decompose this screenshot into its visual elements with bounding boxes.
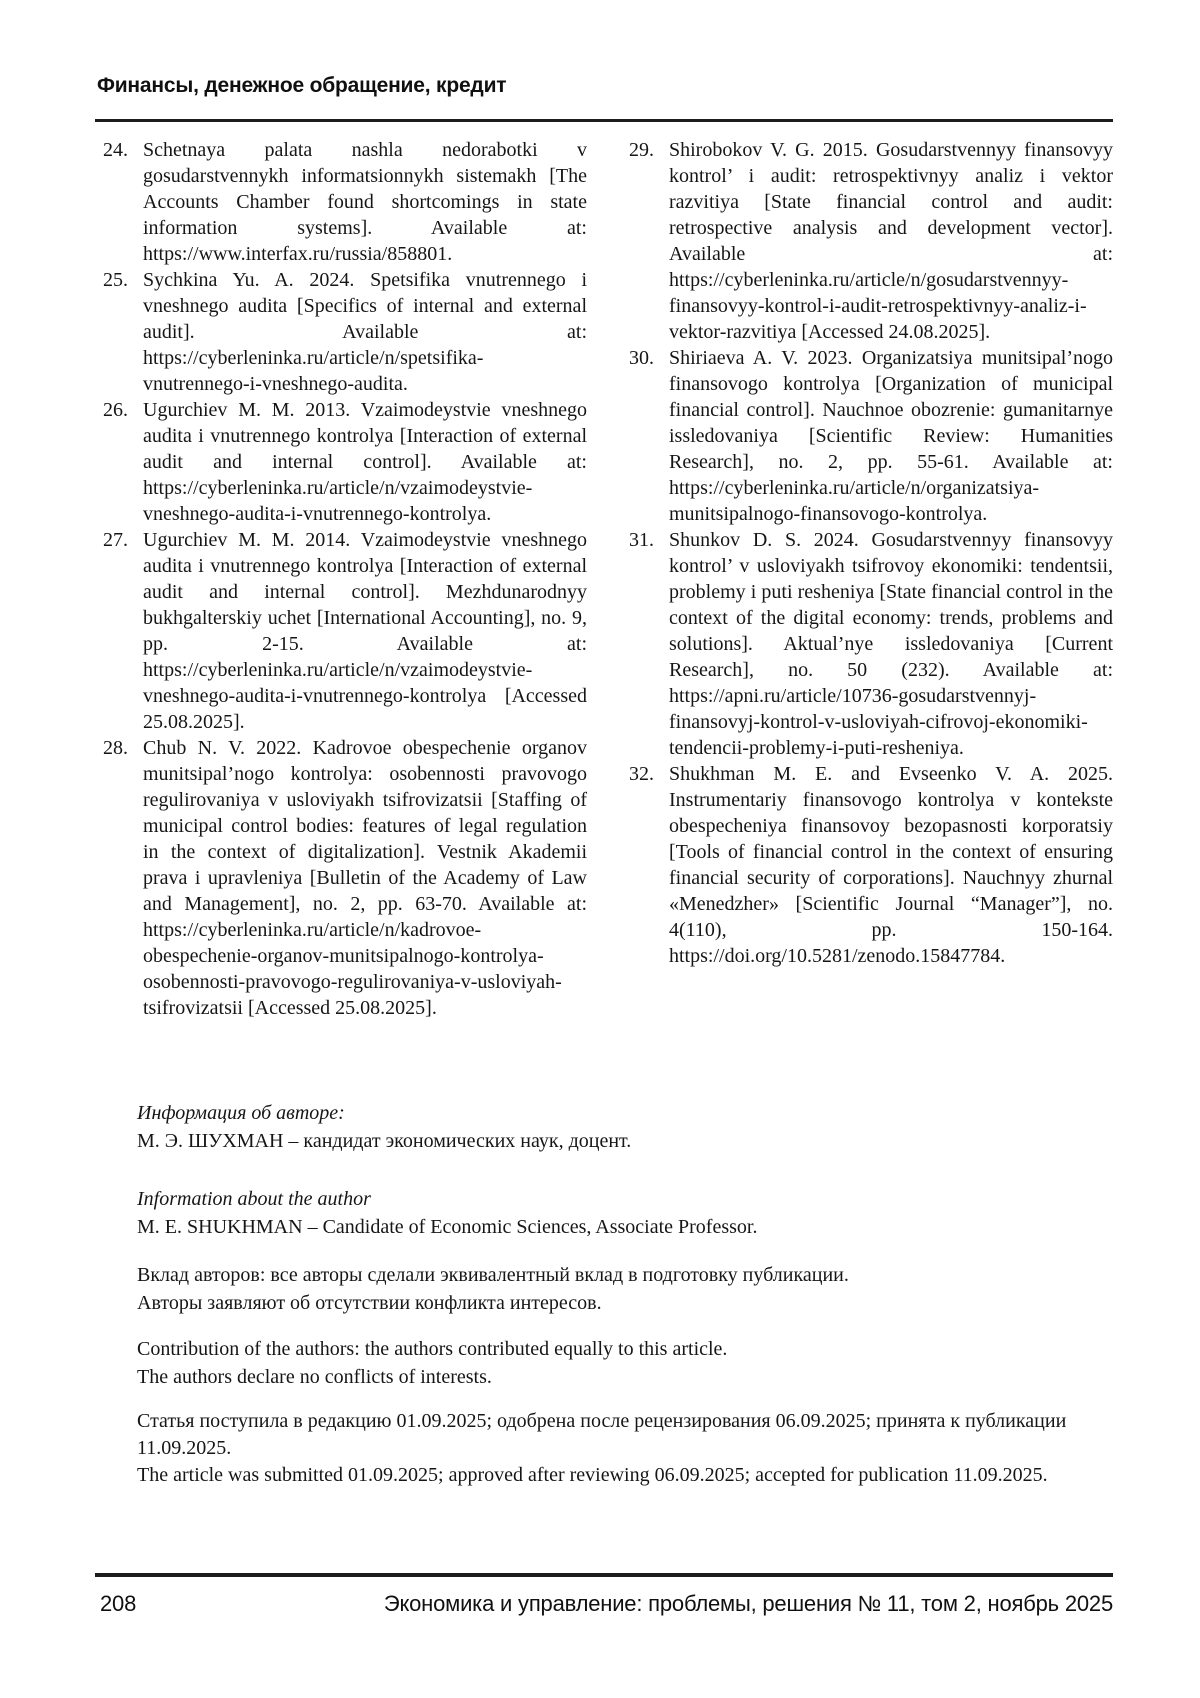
reference-number: 30. (629, 347, 654, 369)
section-title: Финансы, денежное обращение, кредит (97, 74, 507, 97)
page-number: 208 (100, 1591, 137, 1616)
reference-number: 24. (103, 139, 128, 161)
reference-text: Shiriaeva A. V. 2023. Organizatsiya munitsipal’nogo finansovogo kontrolya [Organization of municipal financial control]. Nauchnoe obozrenie: gumanitarnye issledovaniya [Scientific Review: Humanities Research], no. 2, pp. 55-61. Available at: https://cyberleninka.ru/article/n/organizatsiya-munitsipalnogo-finansovogo-kontrolya. (669, 347, 1113, 525)
reference-item-24 (97, 137, 587, 267)
references-column-left (97, 137, 587, 1021)
reference-item-28 (97, 735, 587, 1021)
contribution-en-line2: The authors declare no conflicts of interests. (137, 1366, 492, 1388)
reference-number: 28. (103, 737, 128, 759)
reference-text: Shukhman M. E. and Evseenko V. A. 2025. Instrumentariy finansovogo kontrolya v kontekste obespecheniya finansovoy bezopasnosti korporatsiy [Tools of financial control in the context of ensuring financial security of corporations]. Nauchnyy zhurnal «Menedzher» [Scientific Journal “Manager”], no. 4(110), pp. 150-164. https://doi.org/10.5281/zenodo.15847784. (669, 763, 1113, 967)
author-info-en-line: M. E. SHUKHMAN – Candidate of Economic Sciences, Associate Professor. (137, 1216, 758, 1238)
author-info-ru-line: М. Э. ШУХМАН – кандидат экономических наук, доцент. (137, 1130, 632, 1152)
reference-item-26 (97, 397, 587, 527)
submission-dates-ru: Статья поступила в редакцию 01.09.2025; одобрена после рецензирования 06.09.2025; принята к публикации 11.09.2025. (137, 1410, 1067, 1459)
reference-number: 27. (103, 529, 128, 551)
page-footer (100, 1591, 1113, 1617)
submission-dates-en: The article was submitted 01.09.2025; approved after reviewing 06.09.2025; accepted for publication 11.09.2025. (137, 1464, 1048, 1486)
journal-title-line: Экономика и управление: проблемы, решения № 11, том 2, ноябрь 2025 (383, 1591, 1113, 1616)
reference-number: 31. (629, 529, 654, 551)
reference-item-25 (97, 267, 587, 397)
reference-item-32 (623, 761, 1113, 969)
reference-item-29 (623, 137, 1113, 345)
header-rule (95, 119, 1113, 122)
reference-text: Chub N. V. 2022. Kadrovoe obespechenie organov munitsipal’nogo kontrolya: osobennosti pravovogo regulirovaniya v usloviyakh tsifrovizatsii [Staffing of municipal control bodies: features of legal regulation in the context of digitalization]. Vestnik Akademii prava i upravleniya [Bulletin of the Academy of Law and Management], no. 2, pp. 63-70. Available at: https://cyberleninka.ru/article/n/kadrovoe-obespechenie-organov-munitsipalnogo-kontrolya-osobennosti-pravovogo-regulirovaniya-v-usloviyah-tsifrovizatsii [Accessed 25.08.2025]. (143, 737, 587, 1019)
author-info-ru-heading: Информация об авторе: (137, 1102, 345, 1124)
reference-number: 25. (103, 269, 128, 291)
reference-text: Ugurchiev M. M. 2014. Vzaimodeystvie vneshnego audita i vnutrennego kontrolya [Interaction of external audit and internal control]. Mezhdunarodnyy bukhgalterskiy uchet [International Accounting], no. 9, pp. 2-15. Available at: https://cyberleninka.ru/article/n/vzaimodeystvie-vneshnego-audita-i-vnutrennego-kontrolya [Accessed 25.08.2025]. (143, 529, 587, 733)
author-info-en-heading: Information about the author (137, 1188, 371, 1210)
contribution-ru-line1: Вклад авторов: все авторы сделали эквивалентный вклад в подготовку публикации. (137, 1264, 849, 1286)
reference-text: Sychkina Yu. A. 2024. Spetsifika vnutrennego i vneshnego audita [Specifics of internal and external audit]. Available at: https://cyberleninka.ru/article/n/spetsifika-vnutrennego-i-vneshnego-audita. (143, 269, 587, 395)
reference-text: Ugurchiev M. M. 2013. Vzaimodeystvie vneshnego audita i vnutrennego kontrolya [Interaction of external audit and internal control]. Available at: https://cyberleninka.ru/article/n/vzaimodeystvie-vneshnego-audita-i-vnutrennego-kontrolya. (143, 399, 587, 525)
reference-number: 26. (103, 399, 128, 421)
references-columns (97, 137, 1113, 1021)
contribution-ru-line2: Авторы заявляют об отсутствии конфликта интересов. (137, 1292, 602, 1314)
reference-text: Shunkov D. S. 2024. Gosudarstvennyy finansovyy kontrol’ v usloviyakh tsifrovoy ekonomiki: tendentsii, problemy i puti resheniya [State financial control in the context of the digital economy: trends, problems and solutions]. Aktual’nye issledovaniya [Current Research], no. 50 (232). Available at: https://apni.ru/article/10736-gosudarstvennyj-finansovyj-kontrol-v-usloviyah-cifrovoj-ekonomiki-tendencii-problemy-i-puti-resheniya. (669, 529, 1113, 759)
reference-text: Shirobokov V. G. 2015. Gosudarstvennyy finansovyy kontrol’ i audit: retrospektivnyy analiz i vektor razvitiya [State financial control and audit: retrospective analysis and development vector]. Available at: https://cyberleninka.ru/article/n/gosudarstvennyy-finansovyy-kontrol-i-audit-retrospektivnyy-analiz-i-vektor-razvitiya [Accessed 24.08.2025]. (669, 139, 1113, 343)
reference-item-31 (623, 527, 1113, 761)
references-column-right (623, 137, 1113, 1021)
reference-number: 29. (629, 139, 654, 161)
reference-item-27 (97, 527, 587, 735)
footer-rule (95, 1573, 1113, 1577)
reference-item-30 (623, 345, 1113, 527)
contribution-en-line1: Contribution of the authors: the authors contributed equally to this article. (137, 1338, 728, 1360)
reference-text: Schetnaya palata nashla nedorabotki v gosudarstvennykh informatsionnykh sistemakh [The Accounts Chamber found shortcomings in state information systems]. Available at: https://www.interfax.ru/russia/858801. (143, 139, 587, 265)
reference-number: 32. (629, 763, 654, 785)
